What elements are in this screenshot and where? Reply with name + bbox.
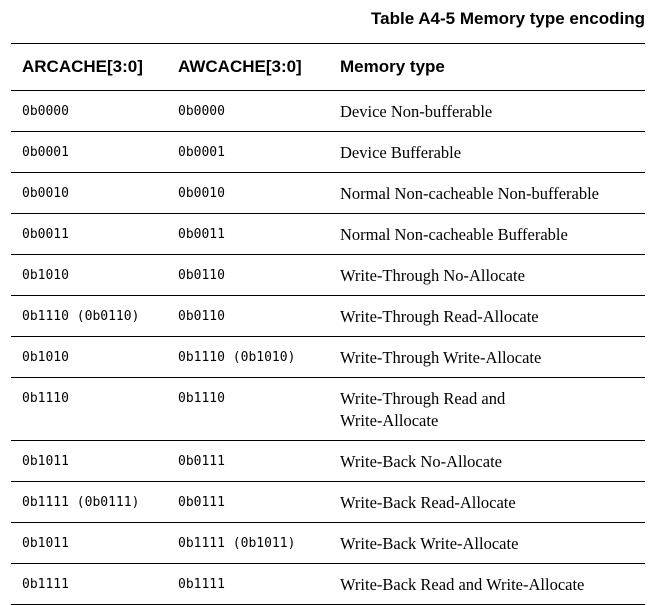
table-header-row [11,44,645,91]
arcache-cell: 0b1010 [11,337,167,378]
arcache-cell: 0b0000 [11,91,167,132]
awcache-cell: 0b1111 [167,564,328,605]
arcache-cell: 0b1111 (0b0111) [11,482,167,523]
awcache-cell: 0b0011 [167,214,328,255]
arcache-cell: 0b0001 [11,132,167,173]
table-row [11,296,645,337]
memory-type-cell: Normal Non-cacheable Bufferable [328,214,645,255]
table-row [11,482,645,523]
arcache-cell: 0b0011 [11,214,167,255]
table-row [11,255,645,296]
table-row [11,337,645,378]
table-row [11,564,645,605]
table-row [11,441,645,482]
memory-type-cell: Write-Back Read-Allocate [328,482,645,523]
arcache-cell: 0b1111 [11,564,167,605]
memory-type-cell: Device Non-bufferable [328,91,645,132]
memory-type-cell: Device Bufferable [328,132,645,173]
awcache-cell: 0b0010 [167,173,328,214]
table-row [11,378,645,441]
awcache-cell: 0b1111 (0b1011) [167,523,328,564]
arcache-cell: 0b1110 [11,378,167,441]
memory-type-cell: Write-Through Read-Allocate [328,296,645,337]
arcache-cell: 0b1110 (0b0110) [11,296,167,337]
memory-type-cell: Write-Through No-Allocate [328,255,645,296]
table-row [11,132,645,173]
memory-type-cell: Write-Back No-Allocate [328,441,645,482]
memory-type-cell: Write-Back Write-Allocate [328,523,645,564]
memory-type-cell: Write-Through Read and Write-Allocate [328,378,645,441]
table-row [11,91,645,132]
awcache-cell: 0b1110 (0b1010) [167,337,328,378]
header-arcache: ARCACHE[3:0] [11,44,167,91]
awcache-cell: 0b0110 [167,255,328,296]
memory-type-cell: Write-Back Read and Write-Allocate [328,564,645,605]
awcache-cell: 0b0110 [167,296,328,337]
awcache-cell: 0b0001 [167,132,328,173]
memory-type-encoding-table [11,43,645,605]
arcache-cell: 0b0010 [11,173,167,214]
arcache-cell: 0b1011 [11,441,167,482]
table-row [11,523,645,564]
header-memory-type: Memory type [328,44,645,91]
awcache-cell: 0b1110 [167,378,328,441]
awcache-cell: 0b0111 [167,482,328,523]
awcache-cell: 0b0000 [167,91,328,132]
awcache-cell: 0b0111 [167,441,328,482]
header-awcache: AWCACHE[3:0] [167,44,328,91]
table-row [11,173,645,214]
memory-type-cell: Normal Non-cacheable Non-bufferable [328,173,645,214]
memory-type-cell: Write-Through Write-Allocate [328,337,645,378]
table-caption: Table A4-5 Memory type encoding [371,9,645,28]
arcache-cell: 0b1011 [11,523,167,564]
arcache-cell: 0b1010 [11,255,167,296]
table-row [11,214,645,255]
